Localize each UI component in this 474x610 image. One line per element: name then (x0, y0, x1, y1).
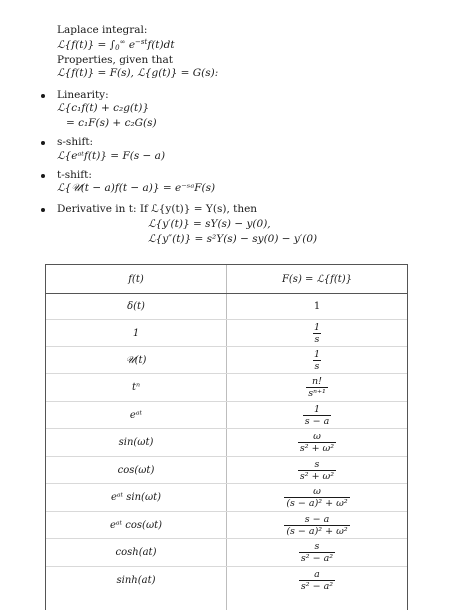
header-f-of-t: f(t) (128, 273, 144, 285)
row-f-cell: cos(ωt) (117, 464, 155, 476)
row-f-cell: eᵃᵗ sin(ωt) (110, 492, 162, 503)
derivative-line-1: ℒ{y′(t)} = sY(s) − y(0), (148, 218, 271, 230)
t-shift-title: t-shift: (57, 169, 92, 181)
derivative-line-2: ℒ{y″(t)} = s²Y(s) − sy(0) − y′(0) (148, 233, 318, 245)
table-row (46, 294, 407, 320)
given-statement: ℒ{f(t)} = F(s), ℒ{g(t)} = G(s): (57, 67, 219, 79)
derivative-title: Derivative in t: If ℒ{y(t)} = Y(s), then (57, 203, 258, 215)
bullet-dot (41, 208, 45, 212)
table-row (46, 402, 407, 429)
linearity-title: Linearity: (57, 89, 109, 101)
row-f-cell: eᵃᵗ (129, 409, 143, 421)
laplace-transform-table (45, 264, 408, 610)
row-f-cell: tⁿ (131, 382, 141, 393)
table-row (46, 457, 407, 484)
table-row (46, 374, 407, 402)
row-F-cell: $\frac{1}{s}$ (313, 348, 321, 372)
row-F-cell: $\frac{s}{\text{s² + ω²}}$ (299, 458, 335, 482)
linearity-line-2: = c₁F(s) + c₂G(s) (66, 117, 157, 129)
row-f-cell: cosh(at) (115, 547, 157, 558)
table-row (46, 539, 407, 567)
table-row (46, 567, 407, 594)
row-F-cell: $\frac{n!}{\text{sⁿ⁺¹}}$ (308, 376, 326, 399)
table-row (46, 347, 407, 374)
row-F-cell: 1 (313, 301, 321, 312)
row-f-cell: eᵃᵗ cos(ωt) (109, 519, 163, 531)
s-shift-line: ℒ{eᵃᵗf(t)} = F(s − a) (57, 150, 166, 162)
bullet-dot (41, 94, 45, 98)
row-f-cell: δ(t) (127, 301, 145, 312)
laplace-heading: Laplace integral: (57, 24, 148, 36)
row-f-cell: 𝒰(t) (125, 354, 147, 366)
t-shift-line: ℒ{𝒰(t − a)f(t − a)} = e⁻ˢᵃF(s) (57, 182, 216, 194)
row-F-cell: $\frac{s - a}{\text{(s − a)² + ω²}}$ (286, 513, 348, 537)
bullet-dot (41, 141, 45, 145)
s-shift-title: s-shift: (57, 136, 94, 148)
row-F-cell: $\frac{1}{s - a}$ (304, 403, 330, 427)
row-F-cell: $\frac{s}{\text{s² − a²}}$ (300, 541, 334, 564)
linearity-line-1: ℒ{c₁f(t) + c₂g(t)} (57, 102, 150, 114)
table-row (46, 429, 407, 457)
header-F-of-s: F(s) = ℒ{f(t)} (281, 273, 353, 285)
row-F-cell: $\frac{1}{s}$ (313, 321, 321, 345)
table-row (46, 512, 407, 539)
row-F-cell: $\frac{\omega}{\text{s² + ω²}}$ (299, 431, 335, 454)
table-row (46, 484, 407, 512)
row-F-cell: $\frac{a}{\text{s² − a²}}$ (300, 569, 334, 592)
row-f-cell: sin(ωt) (118, 437, 154, 448)
row-f-cell: sinh(at) (116, 575, 156, 586)
table-header-row (46, 265, 407, 294)
row-f-cell: 1 (132, 327, 140, 339)
properties-heading: Properties, given that (57, 54, 174, 66)
laplace-integral: ℒ{f(t)} = $\int_0^\infty$ $e^{-st}f(t)dt$ (57, 38, 175, 52)
bullet-dot (41, 174, 45, 178)
table-row (46, 320, 407, 347)
row-F-cell: $\frac{\omega}{\text{(s − a)² + ω²}}$ (286, 486, 348, 509)
